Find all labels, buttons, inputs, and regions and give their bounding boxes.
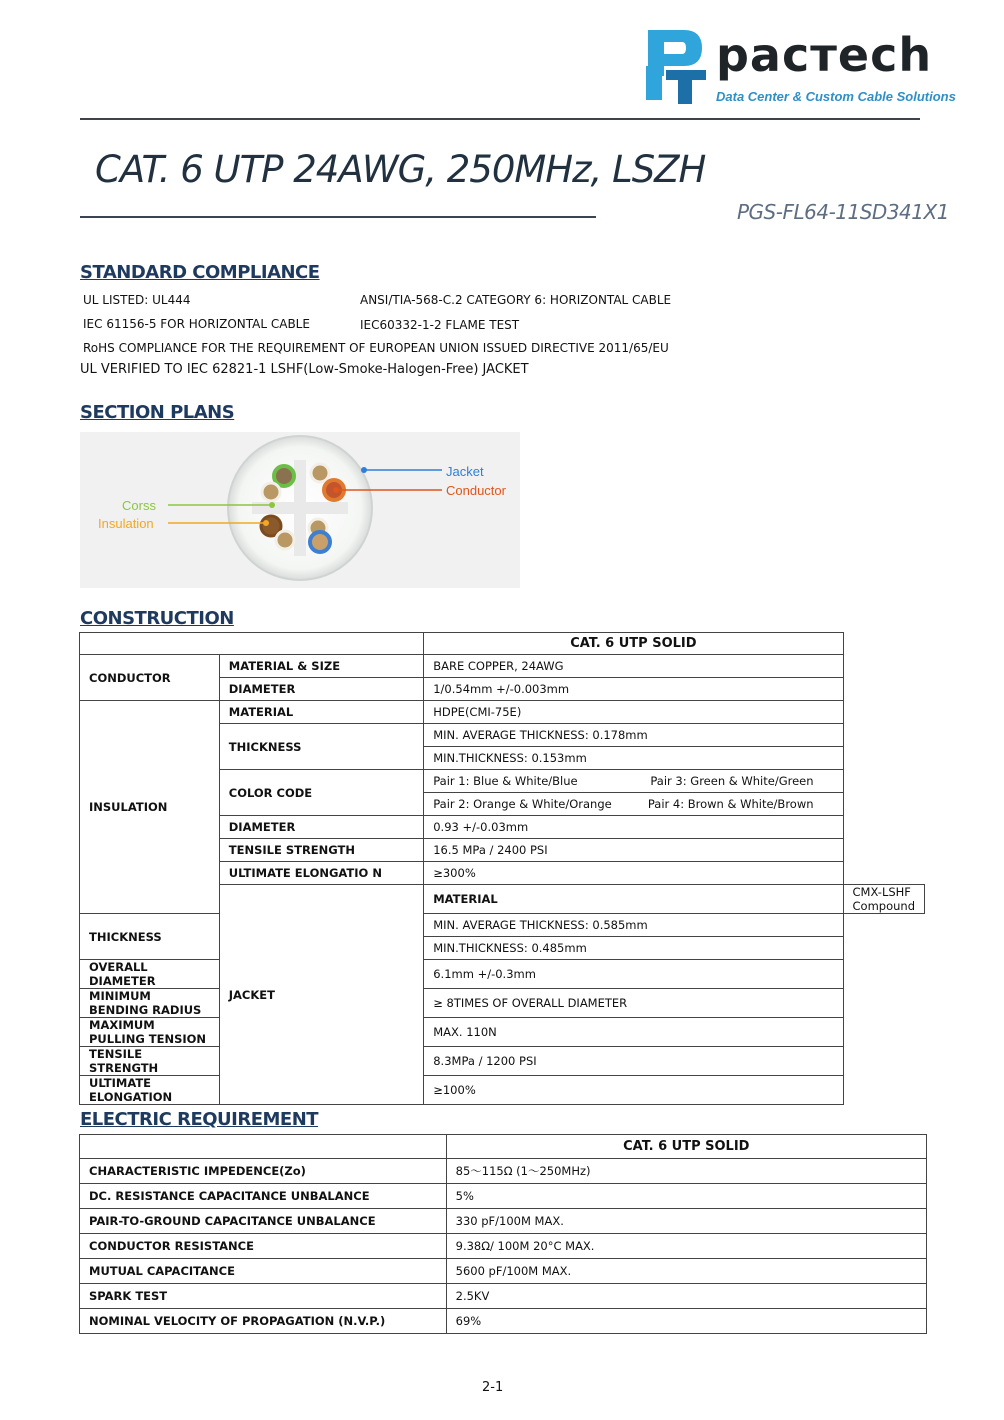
param-cell: SPARK TEST [80,1284,447,1309]
value-cell: 85～115Ω (1～250MHz) [446,1159,926,1184]
compliance-item: ANSI/TIA-568-C.2 CATEGORY 6: HORIZONTAL CABLE [360,293,672,307]
value-cell: 9.38Ω/ 100M 20°C MAX. [446,1234,926,1259]
value-cell: ≥ 8TIMES OF OVERALL DIAMETER [424,989,843,1018]
value-cell: MIN.THICKNESS: 0.485mm [424,937,843,960]
value-cell: BARE COPPER, 24AWG [424,655,843,678]
electric-heading: ELECTRIC REQUIREMENT [80,1109,319,1130]
param-cell: ULTIMATE ELONGATION [80,1076,220,1105]
param-cell: DIAMETER [219,678,423,701]
param-cell: TENSILE STRENGTH [219,839,423,862]
construction-table [79,632,925,1105]
value-cell: 8.3MPa / 1200 PSI [424,1047,843,1076]
value-cell: ≥100% [424,1076,843,1105]
construction-heading: CONSTRUCTION [80,608,234,629]
column-header: CAT. 6 UTP SOLID [446,1135,926,1159]
table-corner [80,633,424,655]
value-cell: MAX. 110N [424,1018,843,1047]
product-title: CAT. 6 UTP 24AWG, 250MHz, LSZH [95,148,706,191]
value-cell [424,770,843,793]
part-number: PGS-FL64-11SD341X1 [737,200,949,224]
pactech-logo-icon [640,26,712,106]
param-cell: PAIR-TO-GROUND CAPACITANCE UNBALANCE [80,1209,447,1234]
param-cell: DC. RESISTANCE CAPACITANCE UNBALANCE [80,1184,447,1209]
group-conductor: CONDUCTOR [80,655,220,701]
electric-table [79,1134,927,1334]
param-cell: COLOR CODE [219,770,423,816]
title-divider [80,216,596,218]
cable-cross-section-image [80,432,520,588]
param-cell: OVERALL DIAMETER [80,960,220,989]
param-cell: MAXIMUM PULLING TENSION [80,1018,220,1047]
param-cell: THICKNESS [219,724,423,770]
compliance-item: RoHS COMPLIANCE FOR THE REQUIREMENT OF EUROPEAN UNION ISSUED DIRECTIVE 2011/65/EU [83,341,669,355]
param-cell: MUTUAL CAPACITANCE [80,1259,447,1284]
value-cell: ≥300% [424,862,843,885]
param-cell: ULTIMATE ELONGATIO N [219,862,423,885]
jacket-label: Jacket [446,464,484,479]
param-cell: THICKNESS [80,914,220,960]
header-divider [80,118,920,120]
value-cell: HDPE(CMI-75E) [424,701,843,724]
pair-4: Pair 4: Brown & White/Brown [647,797,814,811]
compliance-item: IEC60332-1-2 FLAME TEST [360,318,520,332]
param-cell: DIAMETER [219,816,423,839]
value-cell: 330 pF/100M MAX. [446,1209,926,1234]
value-cell: 2.5KV [446,1284,926,1309]
value-cell: MIN. AVERAGE THICKNESS: 0.178mm [424,724,843,747]
pair-1: Pair 1: Blue & White/Blue [433,774,578,788]
group-insulation: INSULATION [80,701,220,914]
param-cell: MATERIAL [219,701,423,724]
value-cell: 5% [446,1184,926,1209]
column-header: CAT. 6 UTP SOLID [424,633,843,655]
param-cell: MATERIAL & SIZE [219,655,423,678]
compliance-item: IEC 61156-5 FOR HORIZONTAL CABLE [83,317,310,331]
cable-cross-section-diagram [80,432,520,588]
compliance-heading: STANDARD COMPLIANCE [80,262,320,283]
value-cell [424,793,843,816]
group-jacket: JACKET [219,885,423,1105]
param-cell: MINIMUM BENDING RADIUS [80,989,220,1018]
value-cell: MIN. AVERAGE THICKNESS: 0.585mm [424,914,843,937]
page-number: 2-1 [482,1380,504,1395]
param-cell: CHARACTERISTIC IMPEDENCE(Zo) [80,1159,447,1184]
param-cell: CONDUCTOR RESISTANCE [80,1234,447,1259]
param-cell: MATERIAL [424,885,843,914]
param-cell: TENSILE STRENGTH [80,1047,220,1076]
value-cell: CMX-LSHF Compound [843,885,924,914]
insulation-label: Insulation [98,516,154,531]
conductor-label: Conductor [446,483,506,498]
table-corner [80,1135,447,1159]
value-cell: 16.5 MPa / 2400 PSI [424,839,843,862]
corss-label: Corss [122,498,156,513]
value-cell: 6.1mm +/-0.3mm [424,960,843,989]
value-cell: 5600 pF/100M MAX. [446,1259,926,1284]
logo-wordmark: pacтech [716,28,933,82]
value-cell: MIN.THICKNESS: 0.153mm [424,747,843,770]
value-cell: 0.93 +/-0.03mm [424,816,843,839]
value-cell: 69% [446,1309,926,1334]
compliance-item: UL VERIFIED TO IEC 62821-1 LSHF(Low-Smoke-Halogen-Free) JACKET [80,362,529,377]
value-cell: 1/0.54mm +/-0.003mm [424,678,843,701]
param-cell: NOMINAL VELOCITY OF PROPAGATION (N.V.P.) [80,1309,447,1334]
logo-tagline: Data Center & Custom Cable Solutions [716,89,956,104]
section-plans-heading: SECTION PLANS [80,402,235,423]
pair-3: Pair 3: Green & White/Green [650,774,814,788]
pair-2: Pair 2: Orange & White/Orange [433,797,612,811]
compliance-item: UL LISTED: UL444 [83,293,191,307]
